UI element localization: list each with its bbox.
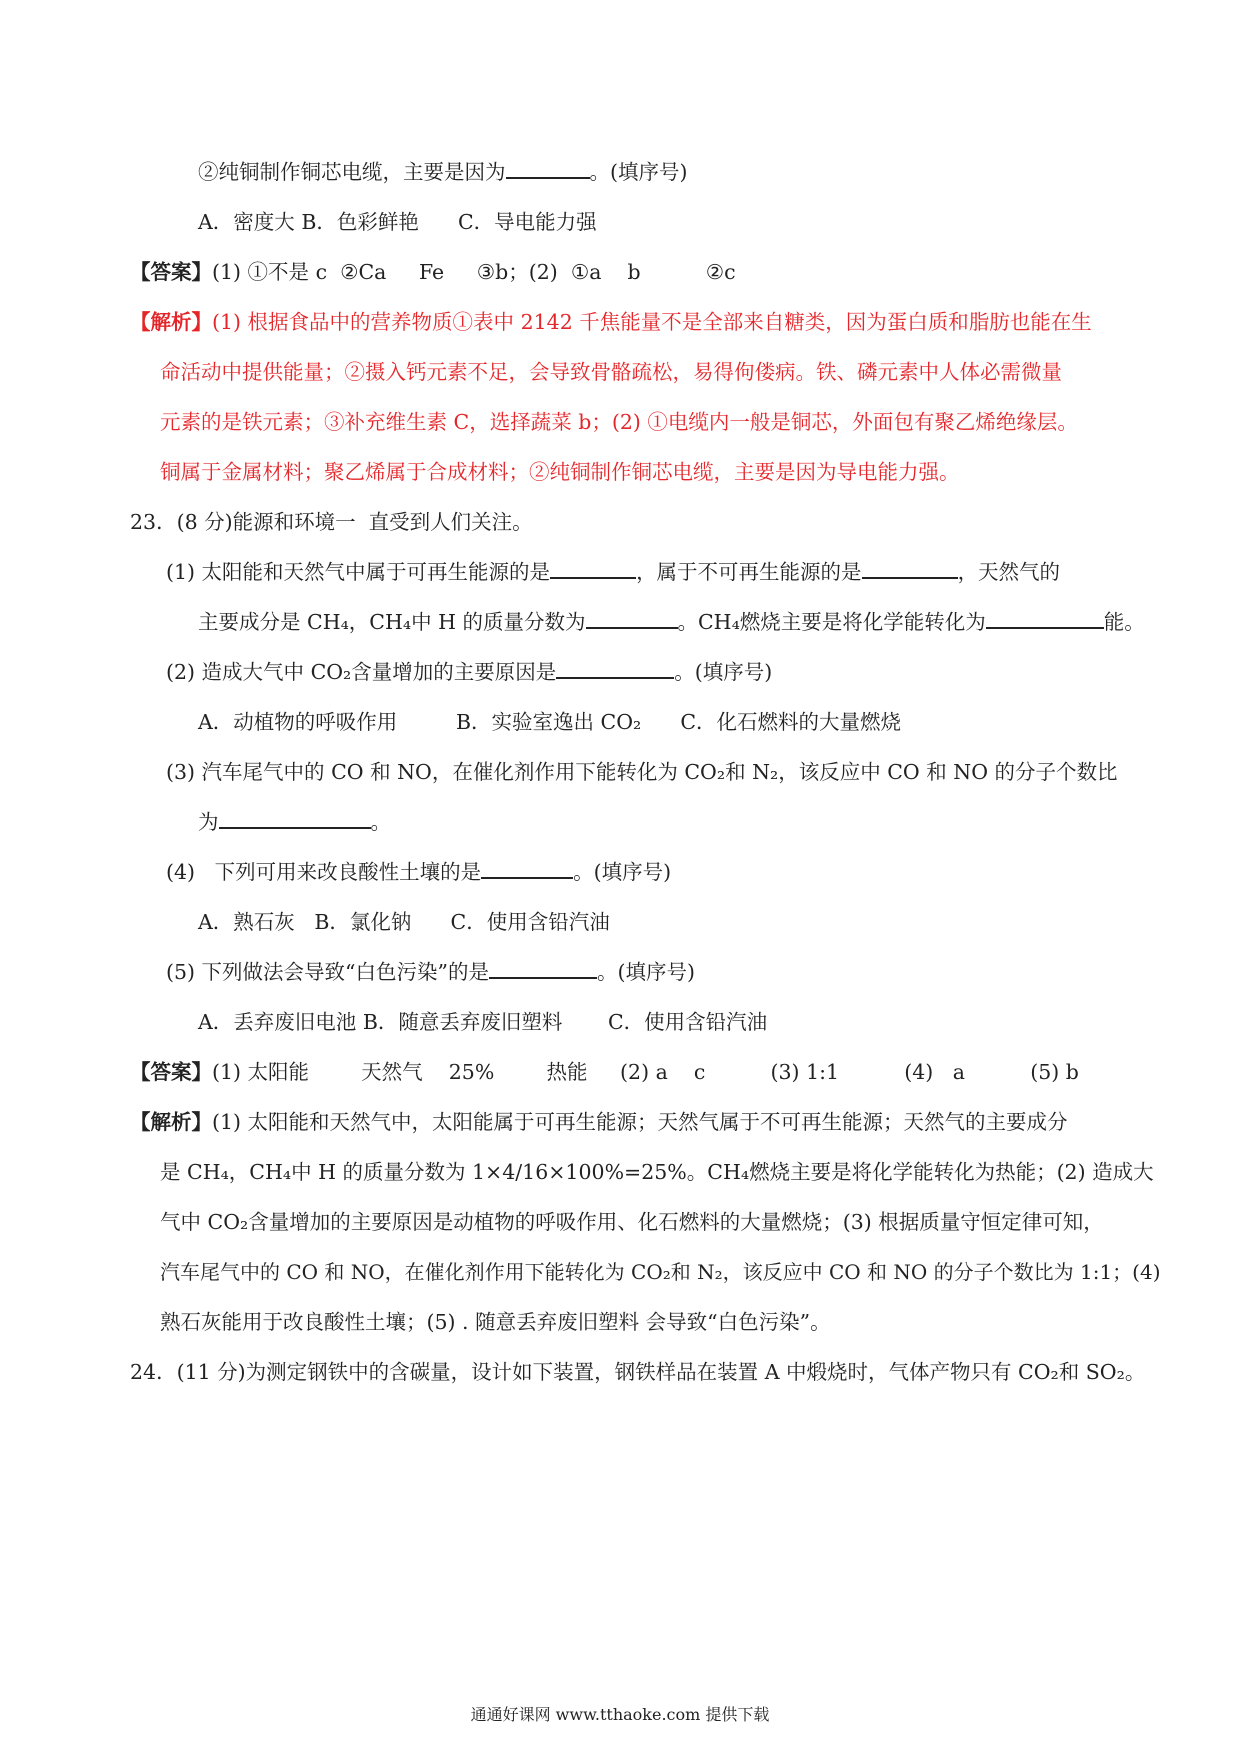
answer-blank [986, 607, 1104, 629]
q22-analysis-line-3: 元素的是铁元素；③补充维生素 C，选择蔬菜 b；(2) ①电缆内一般是铜芯，外面包有聚乙烯绝缘层。 [160, 410, 1078, 434]
q23-part2-options: A．动植物的呼吸作用 B．实验室逸出 CO₂ C．化石燃料的大量燃烧 [198, 710, 902, 734]
answer-blank [550, 557, 636, 579]
answer-blank [219, 807, 371, 829]
q23-part1-line1: (1) 太阳能和天然气中属于可再生能源的是 ，属于不可再生能源的是 ，天然气的 [166, 557, 1060, 587]
q22-options: A．密度大 B．色彩鲜艳 C．导电能力强 [198, 210, 597, 234]
answer-blank [506, 157, 590, 179]
q23-part3-line2: 为 。 [198, 807, 391, 837]
answer-blank [586, 607, 678, 629]
q22-part2-prefix: ②纯铜制作铜芯电缆，主要是因为 [198, 160, 506, 184]
q22-answer [130, 257, 736, 287]
answer-blank [489, 957, 597, 979]
q22-analysis-line-4: 铜属于金属材料；聚乙烯属于合成材料；②纯铜制作铜芯电缆，主要是因为导电能力强。 [160, 460, 960, 484]
q23-title: 23．(8 分)能源和环境一 直受到人们关注。 [130, 510, 533, 534]
q22-analysis-line-1: 【解析】 (1) 根据食品中的营养物质①表中 2142 千焦能量不是全部来自糖类，因为蛋白质和脂肪也能在生 [130, 307, 1092, 337]
q23-analysis-line-2: 是 CH₄，CH₄中 H 的质量分数为 1×4/16×100%=25%。CH₄燃烧主要是将化学能转化为热能；(2) 造成大 [160, 1160, 1154, 1184]
answer-text: (1) 太阳能 天然气 25% 热能 (2) a c (3) 1:1 (4) a (5) b [212, 1060, 1079, 1084]
q22-part2-line [198, 157, 688, 187]
page-footer: 通通好课网 www.tthaoke.com 提供下载 [470, 1705, 770, 1724]
answer-tag: 【答案】 [130, 260, 212, 284]
q23-analysis-line-3: 气中 CO₂含量增加的主要原因是动植物的呼吸作用、化石燃料的大量燃烧；(3) 根据质量守恒定律可知， [160, 1210, 1104, 1234]
q23-analysis-line-5: 熟石灰能用于改良酸性土壤；(5) . 随意丢弃废旧塑料 会导致“白色污染”。 [160, 1310, 831, 1334]
answer-text: (1) ①不是 c ②Ca Fe ③b；(2) ①a b ②c [212, 260, 736, 284]
q23-part2-line: (2) 造成大气中 CO₂含量增加的主要原因是 。(填序号) [166, 657, 772, 687]
answer-blank [556, 657, 674, 679]
analysis-tag: 【解析】 [130, 310, 212, 334]
q24-title: 24．(11 分)为测定钢铁中的含碳量，设计如下装置，钢铁样品在装置 A 中煅烧时，气体产物只有 CO₂和 SO₂。 [130, 1360, 1146, 1384]
q23-analysis-line-4: 汽车尾气中的 CO 和 NO，在催化剂作用下能转化为 CO₂和 N₂，该反应中 CO 和 NO 的分子个数比为 1:1；(4) [160, 1260, 1161, 1284]
q23-part5-options: A．丢弃废旧电池 B．随意丢弃废旧塑料 C．使用含铅汽油 [198, 1010, 768, 1034]
answer-blank [862, 557, 958, 579]
answer-blank [481, 857, 573, 879]
q23-part3-line1: (3) 汽车尾气中的 CO 和 NO，在催化剂作用下能转化为 CO₂和 N₂，该反应中 CO 和 NO 的分子个数比 [166, 760, 1118, 784]
q22-analysis-line-2: 命活动中提供能量；②摄入钙元素不足，会导致骨骼疏松，易得佝偻病。铁、磷元素中人体必需微量 [160, 360, 1062, 384]
q23-answer [130, 1057, 1079, 1087]
q22-part2-suffix: 。(填序号) [589, 160, 688, 184]
answer-tag: 【答案】 [130, 1060, 212, 1084]
q23-analysis-line-1: 【解析】 (1) 太阳能和天然气中，太阳能属于可再生能源；天然气属于不可再生能源；天然气的主要成分 [130, 1107, 1068, 1137]
q23-part5-line: (5) 下列做法会导致“白色污染”的是 。(填序号) [166, 957, 695, 987]
q23-part4-options: A．熟石灰 B．氯化钠 C．使用含铅汽油 [198, 910, 610, 934]
q23-part4-line: (4) 下列可用来改良酸性土壤的是 。(填序号) [166, 857, 671, 887]
analysis-tag: 【解析】 [130, 1110, 212, 1134]
q23-part1-line2: 主要成分是 CH₄，CH₄中 H 的质量分数为 。CH₄燃烧主要是将化学能转化为 能。 [198, 607, 1145, 637]
